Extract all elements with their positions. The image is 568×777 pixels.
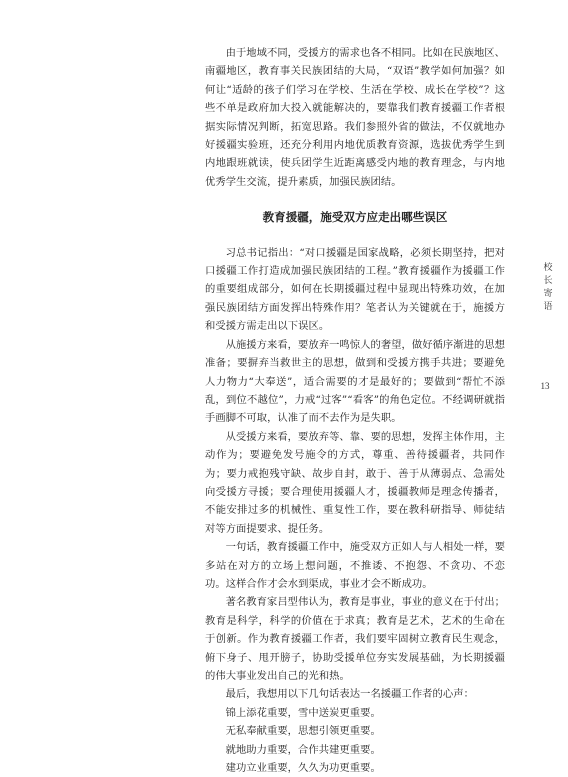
verse-line-1: 锦上添花重要，雪中送炭更重要。 — [225, 706, 381, 719]
page-number: 13 — [540, 381, 550, 391]
section-heading: 教育援疆，施受双方应走出哪些误区 — [262, 210, 448, 225]
paragraph-4: 一句话，教育援疆工作中，施受双方正如人与人相处一样，要多站在对方的立场上想问题，不推诿、不抱怨、不贪功、不恋功。这样合作才会水到渠成，事业才会不断成功。 — [205, 541, 505, 590]
paragraph-3: 从受援方来看，要放弃等、靠、要的思想，发挥主体作用，主动作为；要避免发号施令的方式，尊重、善待援疆者，共同作为；要力戒抱残守缺、故步自封，敢于、善于从薄弱点、急需处向受援方寻援；要合理使用援疆人才，援疆教师是理念传播者，不能安排过多的机械性、重复性工作，要在教科研指导、师徒结对等方面提要求、提任务。 — [205, 430, 505, 535]
sidebar-label-text: 校 长 寄 语 — [543, 263, 553, 312]
verse-line-2: 无私奉献重要，思想引领更重要。 — [225, 725, 381, 738]
verse-line-4: 建功立业重要，久久为功更重要。 — [225, 762, 381, 775]
paragraph-2: 从施援方来看，要放弃一鸣惊人的奢望，做好循序渐进的思想准备；要摒弃当救世主的思想，做到和受援方携手共进；要避免人力物力“大奉送”，适合需要的才是最好的；要做到“帮忙不添乱，到位不越位”，力戒“过客”“看客”的角色定位。不经调研就指手画脚不可取，认准了而不去作为是失职。 — [205, 338, 505, 425]
paragraph-intro: 由于地域不同，受援方的需求也各不相同。比如在民族地区、南疆地区，教育事关民族团结的大局，“双语”教学如何加强？如何让“适龄的孩子们学习在学校、生活在学校、成长在学校”？这些不单是政府加大投入就能解决的，要靠我们教育援疆工作者根据实际情况判断，拓宽思路。我们参照外省的做法，不仅就地办好援疆实验班，还充分利用内地优质教育资源，选拔优秀学生到内地跟班就读，使兵团学生近距离感受内地的教育理念，与内地优秀学生交流，提升素质，加强民族团结。 — [205, 47, 505, 188]
paragraph-6: 最后，我想用以下几句话表达一名援疆工作者的心声： — [225, 688, 474, 701]
verse-line-3: 就地助力重要，合作共建更重要。 — [225, 743, 381, 756]
paragraph-1: 习总书记指出：“对口援疆是国家战略，必须长期坚持，把对口援疆工作打造成加强民族团结的工程。”教育援疆作为援疆工作的重要组成部分，如何在长期援疆过程中显现出特殊功效，在加强民族团结方面发挥出特殊作用？笔者认为关键就在于，施援方和受援方需走出以下误区。 — [205, 246, 505, 333]
article-body — [205, 44, 505, 777]
paragraph-5: 著名教育家吕型伟认为，教育是事业，事业的意义在于付出；教育是科学，科学的价值在于求真；教育是艺术，艺术的生命在于创新。作为教育援疆工作者，我们要牢固树立教育民生观念，俯下身子、甩开膀子，协助受援单位夯实发展基础，为长期援疆的伟大事业发出自己的光和热。 — [205, 596, 505, 682]
sidebar-label — [541, 262, 555, 314]
